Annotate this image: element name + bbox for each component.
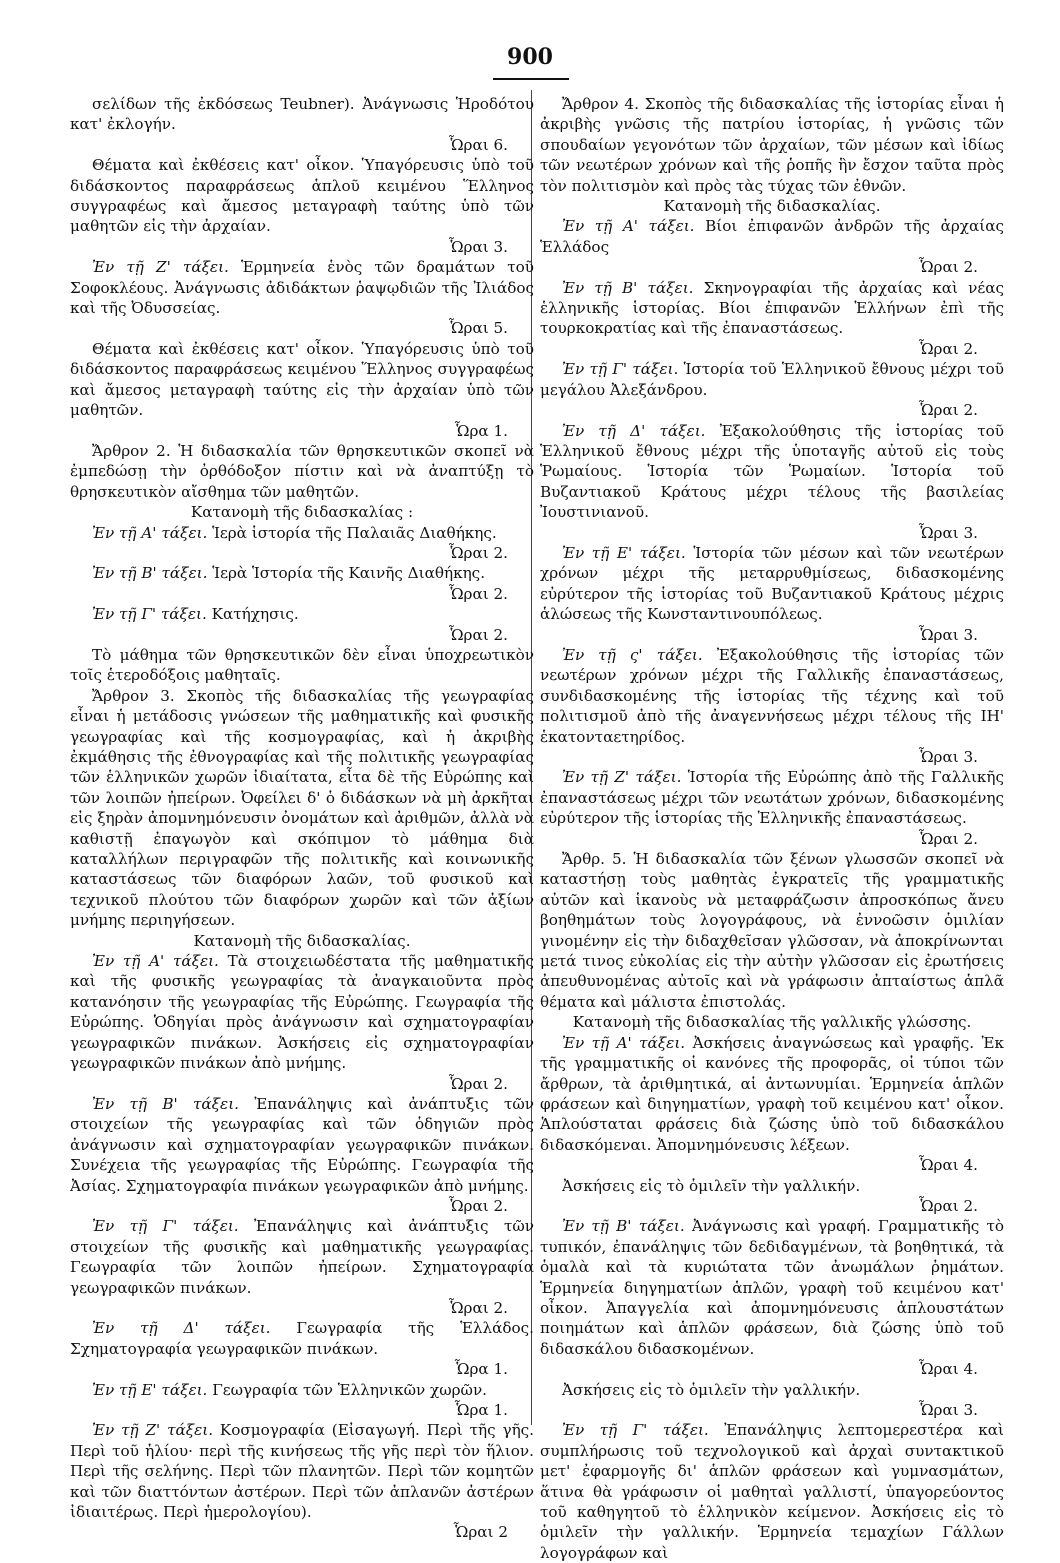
hours-value: Ὧραι 2. [448, 543, 508, 562]
paragraph [540, 1176, 1004, 1217]
hours-value: Ὧραι 3. [448, 237, 508, 256]
hours-value: Ὧραι 3. [918, 748, 978, 766]
paragraph-text: Ἐπανάληψις καὶ ἀνάπτυξις τῶν στοιχείων τῆς γεωγραφίας καὶ τῶν ὁδηγιῶν πρὸς ἀνάγνωσιν καὶ σχηματογραφίαν γεωγραφικῶν πινάκων. Συνέχεια τῆς γεωγραφίας τῆς Εὐρώπης. Γεωγραφία τῆς Ἀσίας. Σχηματογραφία πινάκων γεωγραφικῶν ἀπὸ μνήμης. [70, 1094, 535, 1195]
class-label: Ἐν τῇ Γ' τάξει. [92, 1217, 239, 1236]
paragraph [540, 216, 1004, 277]
paragraph-text: Κατανομὴ τῆς διδασκαλίας. [663, 197, 881, 216]
paragraph [540, 767, 1004, 849]
hours-value: Ὧρα 1. [454, 421, 508, 440]
paragraph-text: Τὸ μάθημα τῶν θρησκευτικῶν δὲν εἶναι ὑποχρεωτικὸν τοῖς ἑτεροδόξοις μαθηταῖς. [70, 645, 534, 685]
hours-value: Ὧραι 2. [448, 1074, 508, 1093]
paragraph-text: Κατανομὴ τῆς διδασκαλίας : [190, 503, 414, 522]
paragraph [540, 645, 1004, 767]
paragraph [70, 1094, 534, 1216]
hours-value: Ὧραι 2. [918, 339, 978, 358]
class-label: Ἐν τῇ Ζ' τάξει. [92, 258, 229, 277]
hours-value: Ὧρα 1. [454, 1360, 508, 1379]
paragraph [70, 563, 534, 604]
class-label: Ἐν τῇ Α' τάξει. [562, 1033, 686, 1052]
paragraph [540, 543, 1004, 645]
class-label: Ἐν τῇ Β' τάξει. [562, 1217, 685, 1236]
paragraph [540, 94, 1004, 196]
paragraph-text: Ἱστορία τοῦ Ἑλληνικοῦ ἔθνους μέχρι τοῦ μεγάλου Ἀλεξάνδρου. [540, 360, 1005, 399]
hours-value: Ὧραι 3. [918, 523, 978, 542]
paragraph-text: Ἱερὰ ἱστορία τῆς Παλαιᾶς Διαθήκης. [212, 523, 497, 542]
paragraph-text: Κατανομὴ τῆς διδασκαλίας. [193, 931, 411, 950]
hours-value: Ὧραι 4. [918, 1156, 978, 1175]
paragraph [70, 155, 534, 257]
paragraph [70, 645, 534, 686]
hours-value: Ὧρα 1. [454, 1401, 508, 1419]
right-column [540, 94, 1004, 1563]
class-label: Ἐν τῇ Β' τάξει. [562, 278, 694, 297]
paragraph-text: Τὰ στοιχειωδέστατα τῆς μαθηματικῆς καὶ τῆς φυσικῆς γεωγραφίας τὰ ἀναγκαιοῦντα πρὸς κατανόησιν τῆς γεωγραφίας τῆς Εὐρώπης. Γεωγραφία τῆς Εὐρώπης. Ὁδηγίαι πρὸς ἀνάγνωσιν καὶ σχηματογραφίαν γεωγραφικῶν πινάκων. Ἀσκήσεις εἰς σχηματογραφίαν γεωγραφικῶν πινάκων ἀπὸ μνήμης. [70, 952, 534, 1073]
paragraph-text: Γεωγραφία τῶν Ἑλληνικῶν χωρῶν. [212, 1380, 488, 1399]
hours-value: Ὧραι 2. [918, 258, 978, 277]
hours-value: Ὧραι 4. [918, 1360, 978, 1379]
paragraph [70, 931, 534, 951]
paragraph-text: Ἐξακολούθησις τῆς ἱστορίας τοῦ Ἑλληνικοῦ ἔθνους μέχρι τῆς ὑποταγῆς αὐτοῦ εἰς τοὺς Ῥωμαίους. Ἱστορία τῶν Ῥωμαίων. Ἱστορία τοῦ Βυζαντιακοῦ Κράτους μέχρι τέλους τῆς βασιλείας Ἰουστινιανοῦ. [540, 421, 1004, 522]
hours-value: Ὧραι 6. [448, 135, 508, 154]
class-label: Ἐν τῇ Α' τάξει. [92, 952, 219, 971]
hours-value: Ὧραι 5. [448, 319, 508, 338]
paragraph-text: Κοσμογραφία (Εἰσαγωγή. Περὶ τῆς γῆς. Περὶ τοῦ ἡλίου· περὶ τῆς κινήσεως τῆς γῆς περὶ τὸν ἥλιον. Περὶ τῆς σελήνης. Περὶ τῶν πλανητῶν. Περὶ τῶν κομητῶν καὶ τῶν διαττόντων ἀστέρων. Περὶ τῶν ἀπλανῶν ἀστέρων ἰδιαιτέρως. Περὶ ἡμερολογίου). [70, 1421, 535, 1522]
paragraph-text: Ἱστορία τῶν μέσων καὶ τῶν νεωτέρων χρόνων μέχρι τῆς μεταρρυθμίσεως, διδασκομένης εὐρύτερον τῆς ἱστορίας τοῦ Βυζαντιακοῦ Κράτους μέχρις ἁλώσεως τῆς Κωνσταντινουπόλεως. [540, 543, 1004, 624]
class-label: Ἐν τῇ Ε' τάξει. [92, 1380, 208, 1399]
hours-value: Ὧραι 2. [448, 1298, 508, 1317]
paragraph [540, 1380, 1004, 1421]
paragraph-text: Γεωγραφία τῆς Ἑλλάδος. Σχηματογραφία γεωγραφικῶν πινάκων. [70, 1319, 534, 1358]
hours-value: Ὧραι 2. [448, 625, 508, 644]
paragraph [70, 1216, 534, 1318]
paragraph [540, 421, 1004, 543]
hours-value: Ὧραι 2. [448, 584, 508, 603]
hours-value: Ὧραι 2. [918, 401, 978, 420]
class-label: Ἐν τῇ Β' τάξει. [92, 1094, 239, 1113]
page-number: 900 [507, 44, 553, 70]
class-label: Ἐν τῇ Δ' τάξει. [562, 421, 706, 440]
class-label: Ἐν τῇ Γ' τάξει. [562, 1421, 709, 1440]
paragraph-text: Ἐξακολούθησις τῆς ἱστορίας τῶν νεωτέρων χρόνων μέχρι τῆς Γαλλικῆς ἐπαναστάσεως, συνδιδασκομένης τῆς ἱστορίας τῆς τέχνης καὶ τοῦ πολιτισμοῦ ἀπὸ τῆς ἀναγεννήσεως μέχρι τέλους τῆς ΙΗ' ἑκατονταετηρίδος. [540, 645, 1004, 746]
paragraph [70, 686, 534, 931]
paragraph-text: Ἀσκήσεις εἰς τὸ ὁμιλεῖν τὴν γαλλικήν. [562, 1176, 861, 1195]
paragraph [540, 359, 1004, 420]
class-label: Ἐν τῇ Γ' τάξει. [92, 605, 207, 624]
paragraph-text: Σκηνογραφίαι τῆς ἀρχαίας καὶ νέας ἑλληνικῆς ἱστορίας. Βίοι ἐπιφανῶν Ἑλλήνων ἐπὶ τῆς τουρκοκρατίας καὶ τῆς ἐπαναστάσεως. [540, 278, 1005, 338]
paragraph [540, 1216, 1004, 1379]
paragraph [70, 94, 534, 155]
paragraph-text: Ἄρθρον 4. Σκοπὸς τῆς διδασκαλίας τῆς ἱστορίας εἶναι ἡ ἀκριβὴς γνῶσις τῆς πατρίου ἱστορίας, ἡ γνῶσις τῶν σπουδαίων γεγονότων τῶν ἀρχαίων, τῶν μέσων καὶ ἰδίως τῶν νεωτέρων χρόνων καὶ τῆς ῥοπῆς ἣν ἔσχον ταῦτα πρὸς τὸν πολιτισμὸν καὶ πρὸς τὰς τύχας τῶν ἐθνῶν. [540, 95, 1004, 195]
class-label: Ἐν τῇ Ζ' τάξει. [92, 1421, 214, 1440]
paragraph [70, 257, 534, 339]
paragraph [70, 1318, 534, 1379]
hours-value: Ὧραι 2. [918, 829, 978, 848]
class-label: Ἐν τῇ Δ' τάξει. [92, 1319, 271, 1338]
hours-value: Ὧραι 2. [918, 1196, 978, 1215]
paragraph-text: Ἐπανάληψις καὶ ἀνάπτυξις τῶν στοιχείων τῆς φυσικῆς καὶ μαθηματικῆς γεωγραφίας. Γεωγραφία τῶν λοιπῶν ἠπείρων. Σχηματογραφία γεωγραφικῶν πινάκων. [70, 1217, 534, 1297]
class-label: Ἐν τῇ Ζ' τάξει. [562, 768, 682, 787]
paragraph [70, 604, 534, 645]
left-column [70, 94, 534, 1543]
paragraph-text: Ἱστορία τῆς Εὐρώπης ἀπὸ τῆς Γαλλικῆς ἐπαναστάσεως μέχρι τῶν νεωτάτων χρόνων, διδασκομένης εὐρύτερον τῆς ἱστορίας τῆς Ἑλληνικῆς ἐπαναστάσεως. [540, 768, 1005, 828]
paragraph [70, 951, 534, 1094]
class-label: Ἐν τῇ Α' τάξει. [562, 217, 695, 236]
paragraph-text: Ἄρθρον 3. Σκοπὸς τῆς διδασκαλίας τῆς γεωγραφίας εἶναι ἡ μετάδοσις γνώσεων τῆς μαθηματικῆς καὶ φυσικῆς γεωγραφίας καὶ τῆς κοσμογραφίας, καὶ ἡ ἀκριβὴς ἐκμάθησις τῆς ἐθνογραφίας καὶ τῆς πολιτικῆς γεωγραφίας τῶν ἑλληνικῶν χωρῶν ἰδιαίτατα, εἶτα δὲ τῆς Εὐρώπης καὶ τῶν λοιπῶν ἠπείρων. Ὀφείλει δ' ὁ διδάσκων νὰ μὴ ἀρκῆται εἰς ξηρὰν ἀπομνημόνευσιν ὀνομάτων καὶ ἀριθμῶν, ἀλλὰ νὰ καθιστῇ ἐπαγωγὸν καὶ σκόπιμον τὸ μάθημα διὰ καταλλήλων περιγραφῶν τῆς πολιτικῆς καὶ κοινωνικῆς καταστάσεως τῶν διαφόρων λαῶν, τοῦ φυσικοῦ καὶ τεχνικοῦ πλούτου τῶν διαφόρων χωρῶν καὶ τῶν ἀξίων μνήμης περιηγήσεων. [70, 686, 534, 930]
paragraph-text: Ἄρθρον 2. Ἡ διδασκαλία τῶν θρησκευτικῶν σκοπεῖ νὰ ἐμπεδώσῃ τὴν ὀρθόδοξον πίστιν καὶ νὰ ἀναπτύξῃ τὸ θρησκευτικὸν αἴσθημα τῶν μαθητῶν. [70, 441, 534, 501]
hours-value: Ὧραι 3. [918, 1401, 978, 1419]
paragraph [540, 1012, 1004, 1032]
paragraph [70, 339, 534, 441]
paragraph [70, 523, 534, 564]
hours-value: Ὧραι 2. [448, 1196, 508, 1215]
paragraph [540, 849, 1004, 1012]
class-label: Ἐν τῇ Ε' τάξει. [562, 543, 686, 562]
paragraph-text: Ἄρθρ. 5. Ἡ διδασκαλία τῶν ξένων γλωσσῶν σκοπεῖ νὰ καταστήσῃ τοὺς μαθητὰς ἐγκρατεῖς τῆς γραμματικῆς αὐτῶν καὶ ἱκανοὺς νὰ μεταφράζωσιν ἀπροσκόπως ἄνευ βοηθημάτων τοὺς λογογράφους, νὰ ἐννοῶσιν ὁμιλίαν γινομένην εἰς τὴν διδαχθεῖσαν γλῶσσαν, νὰ ἀποκρίνωνται μετά τινος εὐκολίας εἰς τὴν αὐτὴν γλῶσσαν εἰς ἐρωτήσεις ἀπευθυνομένας αὐτοῖς καὶ νὰ γράφωσιν ἀπταίστως ἁπλᾶ θέματα καὶ μάλιστα ἐπιστολάς. [540, 850, 1004, 1011]
paragraph-text: Θέματα καὶ ἐκθέσεις κατ' οἶκον. Ὑπαγόρευσις ὑπὸ τοῦ διδάσκοντος παραφράσεως κειμένου Ἕλληνος συγγραφέως καὶ ἄμεσος μεταγραφὴ ταύτης εἰς τὴν ἀρχαίαν ὑπὸ τῶν μαθητῶν. [70, 339, 534, 420]
hours-value: Ὧραι 2 [453, 1523, 508, 1542]
paragraph [540, 278, 1004, 360]
paragraph-text: Θέματα καὶ ἐκθέσεις κατ' οἶκον. Ὑπαγόρευσις ὑπὸ τοῦ διδάσκοντος παραφράσεως ἁπλοῦ κειμένου Ἕλληνος συγγραφέως καὶ ἄμεσος μεταγραφὴ ταύτης ὑπὸ τῶν μαθητῶν εἰς τὴν ἀρχαίαν. [70, 156, 534, 236]
paragraph-text: Κατήχησις. [211, 605, 299, 624]
paragraph-text: Ἱερὰ Ἱστορία τῆς Καινῆς Διαθήκης. [212, 564, 486, 583]
class-label: Ἐν τῇ Α' τάξει. [92, 523, 208, 542]
hours-value: Ὧραι 3. [918, 625, 978, 644]
paragraph [540, 1033, 1004, 1176]
paragraph-text: Ἑρμηνεία ἑνὸς τῶν δραμάτων τοῦ Σοφοκλέους. Ἀνάγνωσις ἀδιδάκτων ῥαψῳδιῶν τῆς Ἰλιάδος καὶ τῆς Ὀδυσσείας. [70, 258, 534, 318]
class-label: Ἐν τῇ Β' τάξει. [92, 564, 208, 583]
paragraph-text: Ἀσκήσεις ἀναγνώσεως καὶ γραφῆς. Ἐκ τῆς γραμματικῆς οἱ κανόνες τῆς προφορᾶς, οἱ τύποι τῶν ἄρθρων, τὰ ἀριθμητικά, αἱ ἀντωνυμίαι. Ἑρμηνεία ἁπλῶν φράσεων καὶ διηγηματίων, γραφὴ τοῦ κειμένου κατ' οἶκον. Ἁπλούσταται φράσεις διὰ ζώσης ὑπὸ τοῦ διδασκάλου διδασκόμεναι. Ἀπομνημόνευσις λέξεων. [540, 1033, 1005, 1154]
paragraph [540, 196, 1004, 216]
paragraph-text: σελίδων τῆς ἐκδόσεως Teubner). Ἀνάγνωσις Ἡροδότου κατ' ἐκλογήν. [70, 95, 534, 134]
paragraph [540, 1420, 1004, 1563]
paragraph-text: Ἐπανάληψις λεπτομερεστέρα καὶ συμπλήρωσις τοῦ τεχνολογικοῦ καὶ ἀρχαὶ συντακτικοῦ μετ' ἐφαρμογῆς δι' ἁπλῶν φράσεων καὶ γυμνασμάτων, ἅτινα θὰ γράφωσιν οἱ μαθηταὶ γαλλιστί, ὑπαγορεύοντος τοῦ καθηγητοῦ τὸ ἑλληνικὸν κείμενον. Ἀσκήσεις εἰς τὸ ὁμιλεῖν τὴν γαλλικήν. Ἑρμηνεία τεμαχίων Γάλλων λογογράφων καὶ [540, 1421, 1005, 1562]
paragraph [70, 441, 534, 502]
paragraph-text: Βίοι ἐπιφανῶν ἀνδρῶν τῆς ἀρχαίας Ἑλλάδος [540, 217, 1004, 256]
paragraph [70, 502, 534, 522]
class-label: Ἐν τῇ Γ' τάξει. [562, 360, 679, 379]
class-label: Ἐν τῇ ς' τάξει. [562, 645, 703, 664]
paragraph [70, 1420, 534, 1542]
paragraph-text: Κατανομὴ τῆς διδασκαλίας τῆς γαλλικῆς γλώσσης. [572, 1013, 972, 1032]
paragraph-text: Ἀνάγνωσις καὶ γραφή. Γραμματικῆς τὸ τυπικόν, ἐπανάληψις τῶν δεδιδαγμένων, τὰ βοηθητικά, τὰ ὁμαλὰ καὶ τὰ κυριώτατα τῶν ἀνωμάλων ῥημάτων. Ἑρμηνεία διηγηματίων ἁπλῶν, γραφὴ τοῦ κειμένου κατ' οἶκον. Ἀπαγγελία καὶ ἀπομνημόνευσις ἁπλουστάτων ποιημάτων καὶ ἁπλῶν φράσεων, διὰ ζώσης ὑπὸ τοῦ διδασκάλου διδασκομένων. [540, 1217, 1005, 1358]
header-rule [493, 78, 569, 80]
paragraph [70, 1380, 534, 1421]
paragraph-text: Ἀσκήσεις εἰς τὸ ὁμιλεῖν τὴν γαλλικήν. [562, 1380, 861, 1399]
